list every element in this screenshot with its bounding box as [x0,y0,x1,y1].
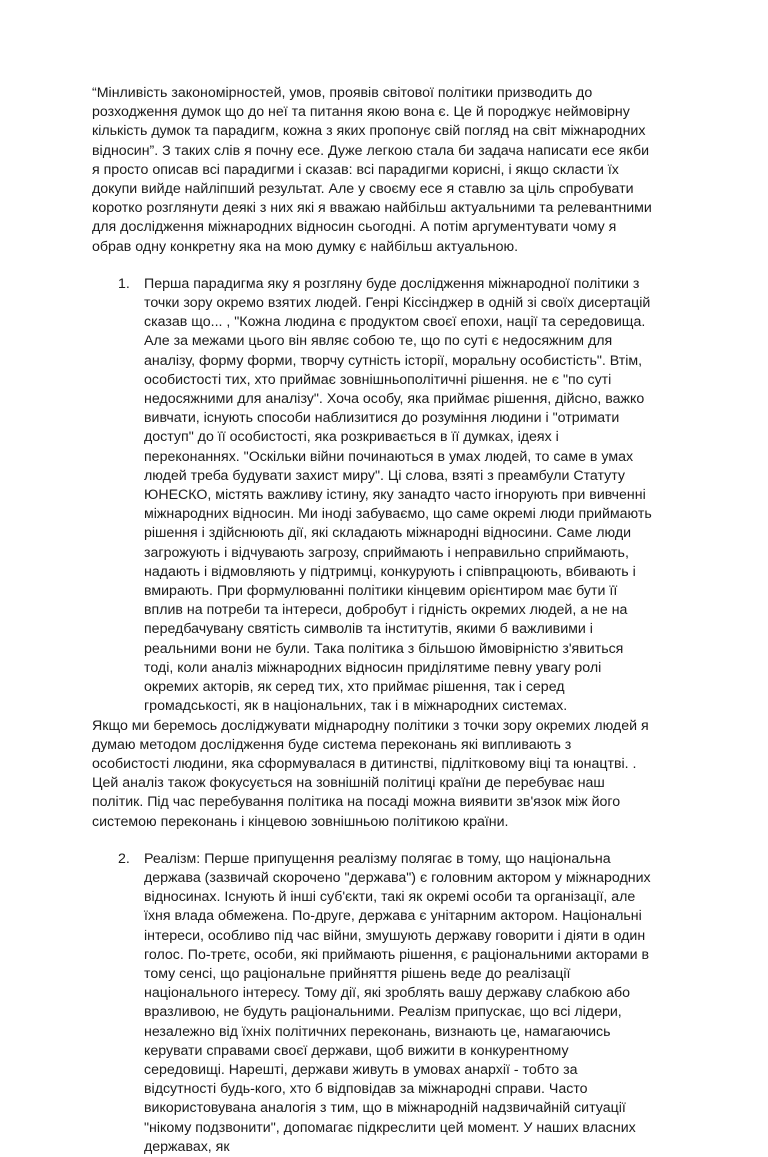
list-number-1: 1. [118,275,130,292]
numbered-list-1 [92,275,652,717]
list-item-2 [92,850,652,1157]
list-item-2-text: Реалізм: Перше припущення реалізму полягає в тому, що національна держава (зазвичай скорочено "держава") є головним актором у міжнародних відносинах. Існують й інші суб'єкти, такі як окремі особи та організації, але їхня влада обмежена. По-друге, держава є унітарним актором. Національні інтереси, особливо під час війни, змушують державу говорити і діяти в один голос. По-третє, особи, які приймають рішення, є раціональними акторами в тому сенсі, що раціональне прийняття рішень веде до реалізації національного інтересу. Тому дії, які зроблять вашу державу слабкою або вразливою, не будуть раціональними. Реалізм припускає, що всі лідери, незалежно від їхніх політичних переконань, визнають це, намагаючись керувати справами своєї держави, щоб вижити в конкурентному середовищі. Нарешті, держави живуть в умовах анархії - тобто за відсутності будь-кого, хто б відповідав за міжнародні справи. Часто використовувана аналогія з тим, що в міжнародній надзвичайній ситуації "нікому подзвонити", допомагає підкреслити цей момент. У наших власних державах, як [144,850,651,1155]
intro-paragraph: “Мінливість закономірностей, умов, проявів світової політики призводить до розходження думок що до неї та питання якою вона є. Це й породжує неймовірну кількість думок та парадигм, кожна з яких пропонує свій погляд на світ міжнародних відносин”. З таких слів я почну есе. Дуже легкою стала би задача написати есе якби я просто описав всі парадигми і сказав: всі парадигми корисні, і якщо скласти їх докупи вийде найліпший результат. Але у своєму есе я ставлю за ціль спробувати коротко розглянути деякі з них які я вважаю найбільш актуальними та релевантними для дослідження міжнародних відносин сьогодні. А потім аргументувати чому я обрав одну конкретну яка на мою думку є найбільш актуальною. [92,85,652,255]
document-page [92,84,652,1157]
list-item-1 [92,275,652,717]
numbered-list-2 [92,850,652,1157]
list-item-1-text: Перша парадигма яку я розгляну буде дослідження міжнародної політики з точки зору окремо взятих людей. Генрі Кіссінджер в одній зі своїх дисертацій сказав що... , "Кожна людина є продуктом своєї епохи, нації та середовища. Але за межами цього він являє собою те, що по суті є недосяжним для аналізу, форму форми, творчу сутність історії, моральну особистість". Втім, особистості тих, хто приймає зовнішньополітичні рішення. не є "по суті недосяжними для аналізу". Хоча особу, яка приймає рішення, дійсно, важко вивчати, існують способи наблизитися до розуміння людини і "отримати доступ" до її особистості, яка розкривається в її думках, ідеях і переконаннях. "Оскільки війни починаються в умах людей, то саме в умах людей треба будувати захист миру". Ці слова, взяті з преамбули Статуту ЮНЕСКО, містять важливу істину, яку занадто часто ігнорують при вивченні міжнародних відносин. Ми іноді забуваємо, що саме окремі люди приймають рішення і здійснюють дії, які складають міжнародні відносини. Саме люди загрожують і відчувають загрозу, сприймають і неправильно сприймають, надають і відмовляють у підтримці, конкурують і співпрацюють, вбивають і вмирають. При формулюванні політики кінцевим орієнтиром має бути її вплив на потреби та інтереси, добробут і гідність окремих людей, а не на передбачувану святість символів та інститутів, якими б важливими і реальними вони не були. Така політика з більшою ймовірністю з'явиться тоді, коли аналіз міжнародних відносин приділятиме певну увагу ролі окремих акторів, як серед тих, хто приймає рішення, так і серед громадськості, як в національних, так і в міжнародних системах. [144,275,652,715]
middle-paragraph: Якщо ми беремось досліджувати міднародну політики з точки зору окремих людей я думаю методом дослідження буде система переконань які випливають з особистості людини, яка сформувалася в дитинстві, підлітковому віці та юнацтві. . Цей аналіз також фокусується на зовнішній політиці країни де перебуває наш політик. Під час перебування політика на посаді можна виявити зв'язок між його системою переконань і кінцевою зовнішньою політикою країни. [92,717,649,830]
list-number-2: 2. [118,850,130,867]
